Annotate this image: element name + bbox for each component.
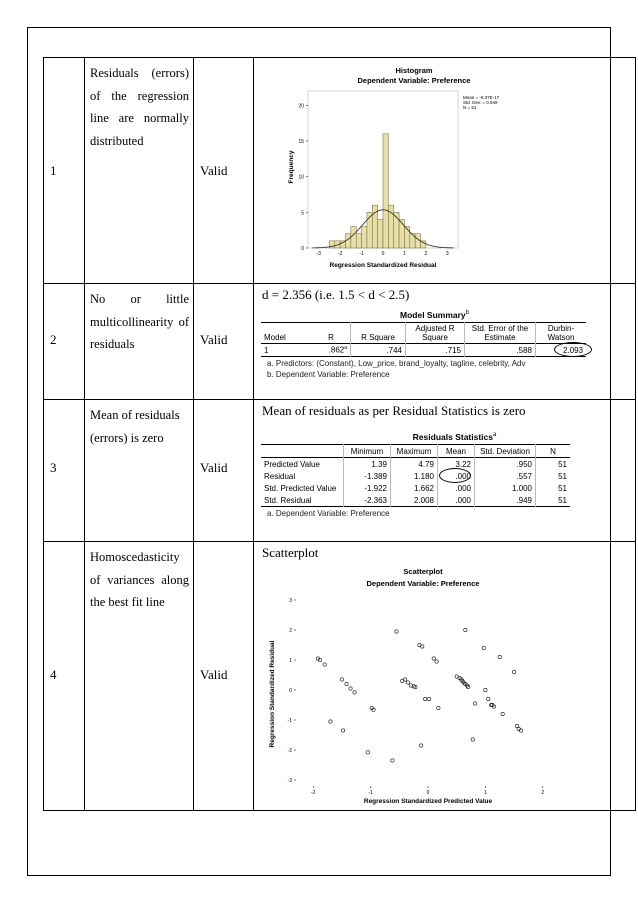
value-cell: 1.39 — [344, 458, 391, 471]
residuals-stats-table — [261, 444, 570, 507]
verdict-text: Valid — [200, 163, 228, 178]
header-cell: Minimum — [344, 445, 391, 458]
row-label-cell: Predicted Value — [264, 459, 320, 469]
std-error-cell: .588 — [465, 344, 536, 357]
table-row — [261, 494, 570, 507]
durbin-watson-cell — [536, 344, 587, 357]
criterion-cell: Residuals (errors) of the regression line are normally distributed — [85, 58, 194, 284]
x-tick-label: 0 — [426, 790, 430, 796]
histogram-bar — [404, 227, 409, 248]
x-tick-label: -3 — [316, 251, 321, 257]
row-number-cell — [44, 284, 85, 400]
x-tick-label: -2 — [337, 251, 343, 257]
criterion-cell: Mean of residuals (errors) is zero — [85, 400, 194, 542]
footnote-a: a. Dependent Variable: Preference — [267, 509, 390, 518]
plot-area — [296, 594, 560, 786]
value-cell: -1.922 — [344, 482, 391, 494]
histogram-chart — [284, 62, 504, 272]
header-cell: Model — [264, 333, 286, 342]
chart-title: Scatterplot — [403, 567, 443, 576]
x-tick-label: 0 — [381, 251, 385, 257]
row-number: 1 — [50, 163, 57, 178]
criterion-cell: Homoscedasticity of variances along the best fit line — [85, 542, 194, 811]
x-tick-label: 2 — [424, 251, 428, 257]
value-cell: 1.662 — [391, 482, 438, 494]
y-axis-label: Frequency — [288, 150, 295, 184]
model-summary-title-text: Model Summary — [400, 310, 466, 320]
title-superscript: b — [465, 310, 469, 317]
header-cell: N — [536, 445, 571, 458]
header-cell: Maximum — [391, 445, 438, 458]
histogram-bar — [383, 134, 388, 248]
criterion-cell — [85, 284, 194, 400]
row-number-cell — [44, 58, 85, 284]
value-cell: 1.000 — [475, 482, 536, 494]
value-cell: .949 — [475, 494, 536, 507]
highlight-ellipse — [439, 468, 471, 483]
title-superscript: a — [492, 432, 497, 439]
r-value: .862 — [328, 345, 345, 355]
durbin-watson-statement: d = 2.356 (i.e. 1.5 < d < 2.5) — [262, 287, 410, 302]
value-cell: 51 — [536, 470, 571, 482]
value-cell: .000 — [438, 482, 475, 494]
row-number-cell — [44, 400, 85, 542]
verdict-text: Valid — [200, 667, 228, 682]
row-label-cell: Std. Residual — [264, 495, 312, 505]
y-tick-label: 2 — [289, 628, 292, 634]
header-cell: Std. Deviation — [475, 445, 536, 458]
x-tick-label: 2 — [541, 790, 545, 796]
table-row — [44, 542, 636, 811]
row-number: 3 — [50, 460, 57, 475]
y-tick-label: 10 — [298, 174, 304, 181]
y-tick-label: 1 — [289, 658, 292, 664]
verdict-text: Valid — [200, 332, 228, 347]
value-cell: 51 — [536, 494, 571, 507]
table-row — [44, 400, 636, 542]
model-cell: 1 — [264, 345, 269, 355]
value-cell: 4.79 — [391, 458, 438, 471]
table-row — [44, 284, 636, 400]
y-axis-label: Regression Standardized Residual — [269, 640, 276, 748]
row-label-cell: Residual — [264, 471, 296, 481]
table-row — [44, 58, 636, 284]
residuals-stats-title — [274, 432, 635, 442]
x-tick-label: -1 — [359, 251, 364, 257]
header-cell — [261, 445, 344, 458]
table-row — [261, 458, 570, 471]
header-cell: Durbin-Watson — [536, 323, 587, 344]
histogram-cell — [254, 58, 636, 284]
x-tick-label: -2 — [310, 790, 316, 796]
legend-stddev: Std. Dev. = 0.949 — [463, 100, 498, 105]
y-tick-label: 5 — [301, 210, 304, 217]
y-tick-label: 0 — [301, 246, 304, 252]
verdict-cell — [194, 284, 254, 400]
x-tick-label: 1 — [403, 251, 406, 257]
chart-subtitle: Dependent Variable: Preference — [366, 579, 480, 588]
histogram-bar — [356, 234, 361, 248]
y-tick-label: -3 — [287, 778, 292, 784]
value-cell: 2.008 — [391, 494, 438, 507]
model-summary-title — [234, 310, 635, 320]
header-cell: Std. Error of the Estimate — [465, 323, 536, 344]
value-cell: 51 — [536, 458, 571, 471]
table-row — [261, 470, 570, 482]
value-cell — [438, 470, 475, 482]
legend-mean: Mean = -9.37E-17 — [463, 95, 500, 100]
verdict-cell — [194, 400, 254, 542]
verdict-cell — [194, 542, 254, 811]
row-label-cell: Std. Predicted Value — [264, 483, 337, 493]
header-cell: R — [328, 333, 334, 342]
verdict-text: Valid — [200, 460, 228, 475]
row-number-cell — [44, 542, 85, 811]
scatterplot-cell — [254, 542, 636, 811]
scatterplot-chart — [266, 566, 566, 806]
model-summary-table — [261, 322, 586, 357]
highlight-ellipse — [554, 342, 592, 357]
value-cell: .557 — [475, 470, 536, 482]
chart-title: Histogram — [395, 66, 433, 75]
adj-r-square-cell: .715 — [406, 344, 465, 357]
x-tick-label: 3 — [445, 251, 449, 257]
y-tick-label: 3 — [289, 598, 292, 604]
row-number: 4 — [50, 667, 57, 682]
histogram-bar — [351, 227, 356, 248]
row-number: 2 — [50, 332, 57, 347]
y-tick-label: 15 — [298, 138, 304, 145]
assumptions-table — [43, 57, 636, 811]
value-cell: 51 — [536, 482, 571, 494]
residuals-stats-title-text: Residuals Statistics — [412, 432, 493, 442]
value-cell: .950 — [475, 458, 536, 471]
x-axis-label: Regression Standardized Residual — [329, 262, 437, 269]
footnote-a: a. Predictors: (Constant), Low_price, brand_loyalty, tagline, celebrity, Adv — [267, 359, 526, 368]
residual-mean-value: .000 — [455, 471, 471, 481]
residuals-stats-cell — [254, 400, 636, 542]
y-tick-label: 0 — [289, 688, 292, 694]
chart-subtitle: Dependent Variable: Preference — [357, 76, 471, 85]
mean-residuals-statement: Mean of residuals as per Residual Statistics is zero — [262, 403, 526, 418]
histogram-bar — [399, 219, 404, 248]
model-summary-cell — [254, 284, 636, 400]
footnote-b: b. Dependent Variable: Preference — [267, 370, 390, 379]
header-cell: Adjusted R Square — [406, 323, 465, 344]
value-cell: .000 — [438, 494, 475, 507]
x-tick-label: -1 — [368, 790, 373, 796]
y-tick-label: -2 — [287, 748, 292, 754]
histogram-bar — [362, 227, 367, 248]
criterion-text: No or little multicollinearity of residuals — [90, 292, 189, 351]
r-square-cell: .744 — [351, 344, 406, 357]
value-cell: 3.22 — [438, 458, 475, 471]
header-cell: Mean — [438, 445, 475, 458]
histogram-bar — [378, 219, 383, 248]
value-cell: -2.363 — [344, 494, 391, 507]
header-cell: R Square — [351, 323, 406, 344]
scatterplot-label: Scatterplot — [262, 545, 319, 560]
r-cell — [312, 344, 351, 357]
y-tick-label: 20 — [298, 103, 304, 110]
value-cell: 1.180 — [391, 470, 438, 482]
table-row — [261, 482, 570, 494]
x-axis-label: Regression Standardized Predicted Value — [363, 798, 493, 805]
r-superscript: a — [344, 345, 347, 352]
verdict-cell — [194, 58, 254, 284]
value-cell: -1.389 — [344, 470, 391, 482]
y-tick-label: -1 — [287, 718, 292, 724]
legend-n: N = 51 — [463, 105, 477, 110]
x-tick-label: 1 — [484, 790, 487, 796]
durbin-watson-value: 2.093 — [562, 345, 583, 355]
